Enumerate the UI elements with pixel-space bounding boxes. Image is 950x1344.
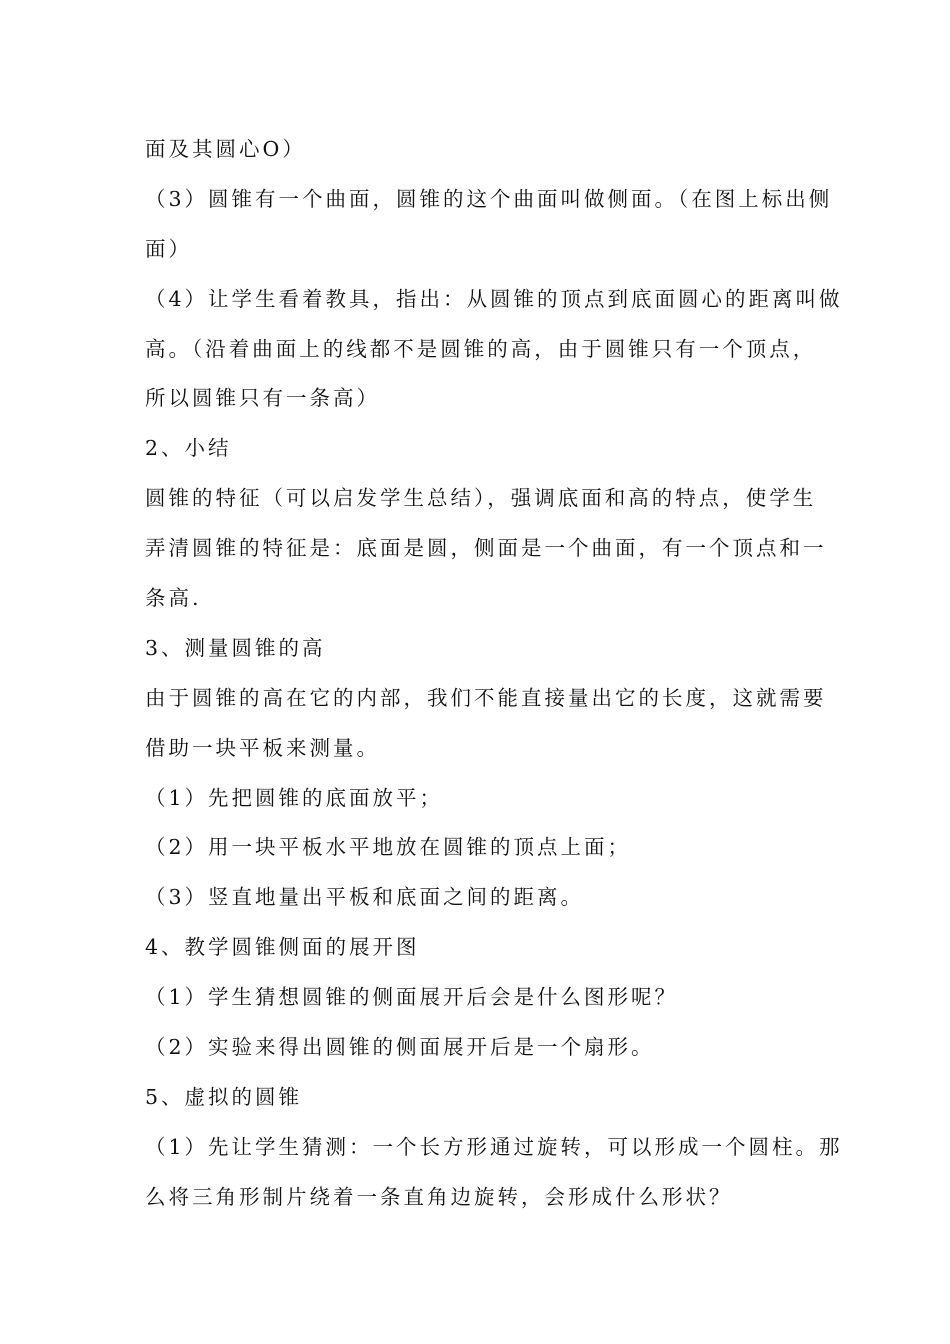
text-line: （2）用一块平板水平地放在圆锥的顶点上面； [145, 835, 632, 860]
section-heading: 2、小结 [145, 436, 232, 461]
text-line: 借助一块平板来测量。 [145, 735, 380, 760]
document-body [145, 125, 843, 1223]
text-line: （1）学生猜想圆锥的侧面展开后会是什么图形呢？ [145, 985, 679, 1010]
text-line: （4）让学生看着教具，指出：从圆锥的顶点到底面圆心的距离叫做 [145, 286, 843, 311]
text-line: （2）实验来得出圆锥的侧面展开后是一个扇形。 [145, 1035, 655, 1060]
text-line: 条高. [145, 586, 202, 611]
text-line: （3）圆锥有一个曲面，圆锥的这个曲面叫做侧面。（在图上标出侧 [145, 186, 833, 211]
text-line: 么将三角形制片绕着一条直角边旋转，会形成什么形状？ [145, 1184, 733, 1209]
text-line: （3）竖直地量出平板和底面之间的距离。 [145, 885, 585, 910]
text-line: 弄清圆锥的特征是：底面是圆，侧面是一个曲面，有一个顶点和一 [145, 536, 827, 561]
section-heading: 4、教学圆锥侧面的展开图 [145, 935, 420, 960]
text-line: （1）先让学生猜测：一个长方形通过旋转，可以形成一个圆柱。那 [145, 1134, 843, 1159]
text-line: 圆锥的特征（可以启发学生总结），强调底面和高的特点，使学生 [145, 486, 817, 511]
section-heading: 3、测量圆锥的高 [145, 635, 326, 660]
text-line: 面及其圆心O） [145, 137, 306, 161]
text-line: 面） [145, 236, 192, 261]
text-line: （1）先把圆锥的底面放平； [145, 785, 444, 810]
section-heading: 5、虚拟的圆锥 [145, 1084, 303, 1109]
text-line: 高。（沿着曲面上的线都不是圆锥的高，由于圆锥只有一个顶点， [145, 336, 817, 361]
text-line: 由于圆锥的高在它的内部，我们不能直接量出它的长度，这就需要 [145, 685, 827, 710]
text-line: 所以圆锥只有一条高） [145, 386, 380, 411]
